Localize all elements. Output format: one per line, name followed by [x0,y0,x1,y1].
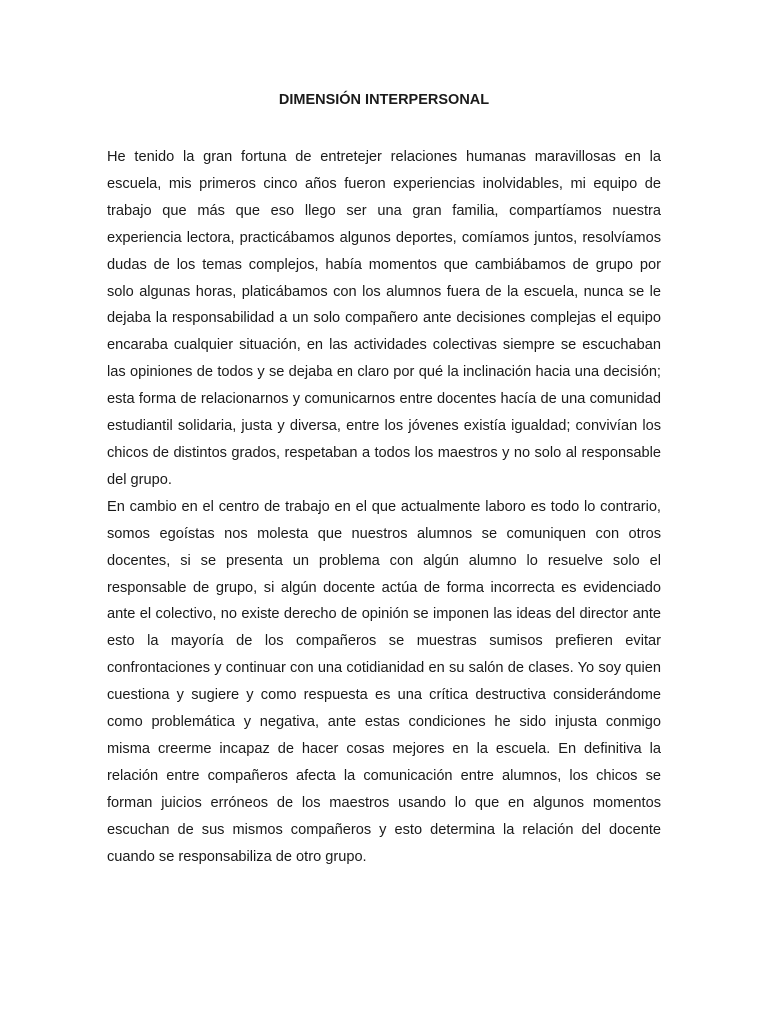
paragraph-2: En cambio en el centro de trabajo en el que actualmente laboro es todo lo contrario, somos egoístas nos molesta que nuestros alumnos se comuniquen con otros docentes, si se presenta un problema con algún alumno lo resuelve solo el responsable de grupo, si algún docente actúa de forma incorrecta es evidenciado ante el colectivo, no existe derecho de opinión se imponen las ideas del director ante esto la mayoría de los compañeros se muestras sumisos prefieren evitar confrontaciones y continuar con una cotidianidad en su salón de clases. Yo soy quien cuestiona y sugiere y como respuesta es una crítica destructiva considerándome como problemática y negativa, ante estas condiciones he sido injusta conmigo misma creerme incapaz de hacer cosas mejores en la escuela. En definitiva la relación entre compañeros afecta la comunicación entre alumnos, los chicos se forman juicios erróneos de los maestros usando lo que en algunos momentos escuchan de sus mismos compañeros y esto determina la relación del docente cuando se responsabiliza de otro grupo. [107,498,661,865]
document-title: DIMENSIÓN INTERPERSONAL [278,92,490,108]
paragraph-1: He tenido la gran fortuna de entretejer relaciones humanas maravillosas en la escuela, mis primeros cinco años fueron experiencias inolvidables, mi equipo de trabajo que más que eso llego ser una gran familia, compartíamos nuestra experiencia lectora, practicábamos algunos deportes, comíamos juntos, resolvíamos dudas de los temas complejos, había momentos que cambiábamos de grupo por solo algunas horas, platicábamos con los alumnos fuera de la escuela, nunca se le dejaba la responsabilidad a un solo compañero ante decisiones complejas el equipo encaraba cualquier situación, en las actividades colectivas siempre se escuchaban las opiniones de todos y se dejaba en claro por qué la inclinación hacia una decisión; esta forma de relacionarnos y comunicarnos entre docentes hacía de una comunidad estudiantil solidaria, justa y diversa, entre los jóvenes existía igualdad; convivían los chicos de distintos grados, respetaban a todos los maestros y no solo al responsable del grupo. [107,149,661,488]
document-body [107,144,661,870]
